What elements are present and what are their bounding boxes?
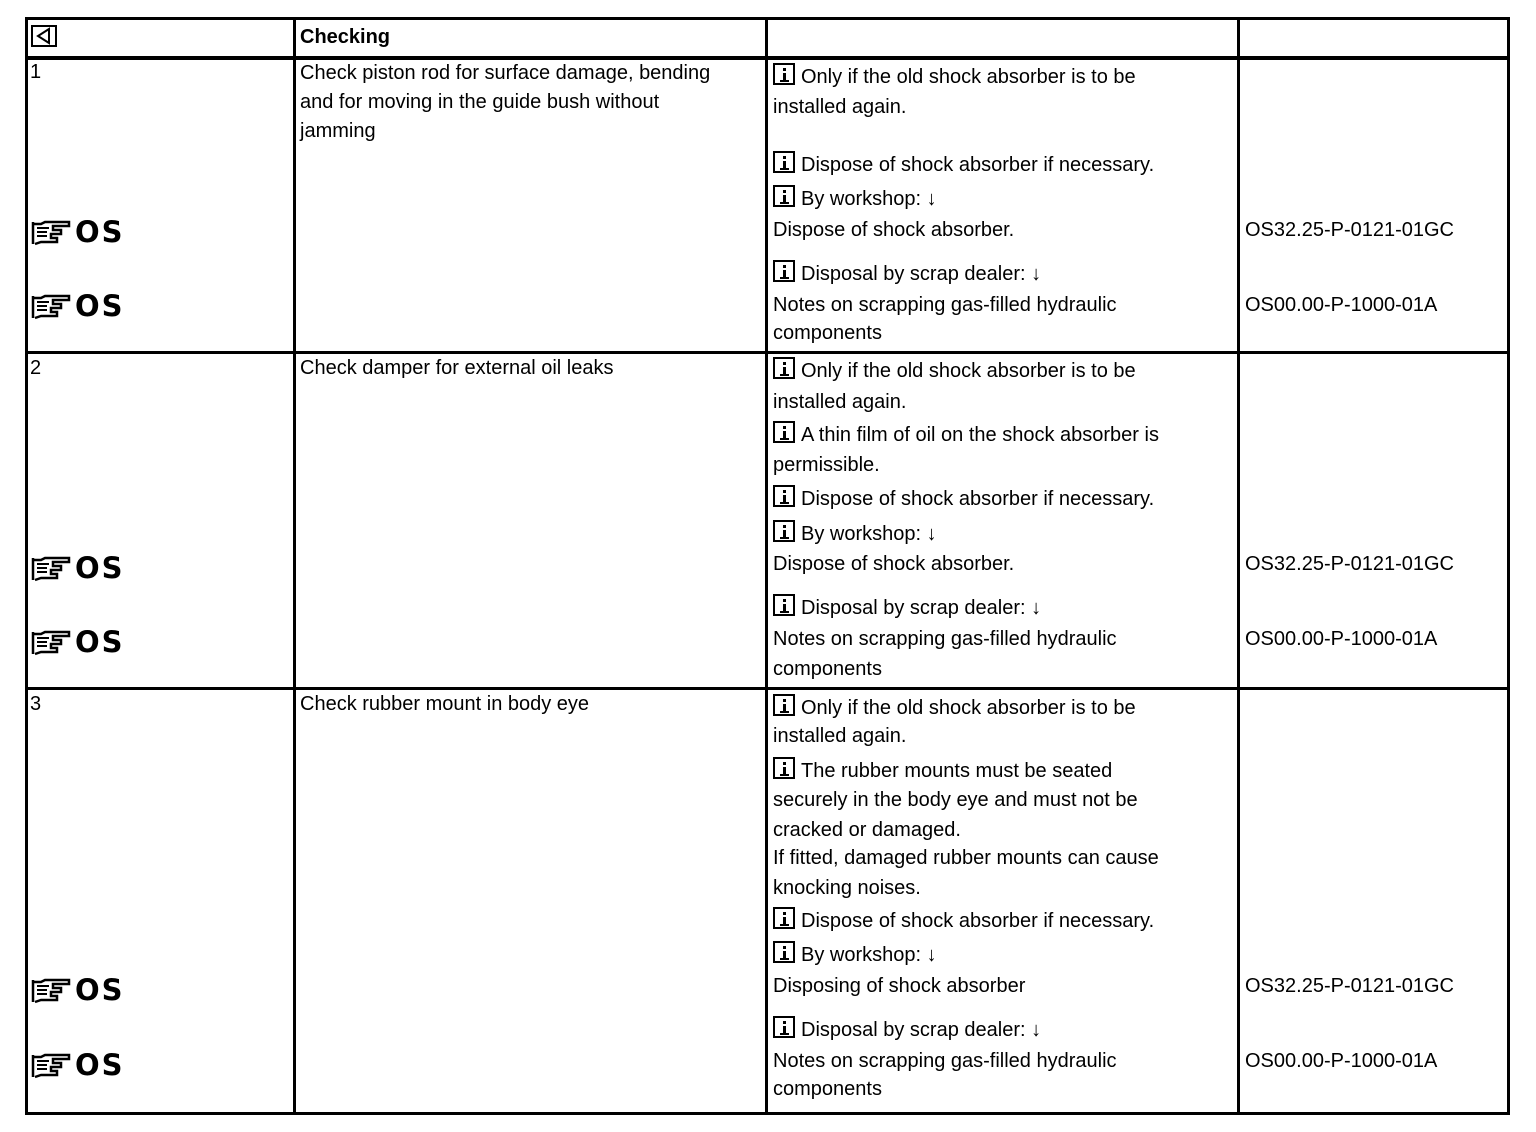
note-line: installed again. [773, 725, 907, 747]
note-line: knocking noises. [773, 877, 921, 899]
down-arrow-icon: ↓ [926, 523, 937, 545]
column-divider [293, 20, 296, 1112]
note-line: Disposal by scrap dealer: ↓ [773, 1016, 1041, 1045]
document-reference[interactable]: OS00.00-P-1000-01A [1245, 628, 1438, 650]
note-line: By workshop: ↓ [773, 185, 937, 214]
info-icon [773, 594, 795, 616]
section-title: Checking [300, 26, 391, 48]
down-arrow-icon: ↓ [1031, 1019, 1042, 1041]
info-icon [773, 757, 795, 779]
note-line: Notes on scrapping gas-filled hydraulic [773, 294, 1117, 316]
down-arrow-icon: ↓ [1031, 597, 1042, 619]
note-line: permissible. [773, 454, 880, 476]
note-line: Only if the old shock absorber is to be [773, 694, 1136, 723]
os-reference-link[interactable] [31, 291, 125, 321]
os-reference-label: OS [75, 551, 125, 585]
note-line: The rubber mounts must be seated [773, 757, 1112, 786]
pointing-hand-icon [31, 554, 73, 582]
document-reference[interactable]: OS32.25-P-0121-01GC [1245, 219, 1455, 241]
note-line: components [773, 322, 882, 344]
step-description-line: and for moving in the guide bush without [300, 91, 660, 113]
info-icon [773, 907, 795, 929]
note-line: securely in the body eye and must not be [773, 789, 1138, 811]
os-reference-label: OS [75, 1048, 125, 1082]
step-description-line: Check rubber mount in body eye [300, 693, 590, 715]
step-number: 3 [30, 693, 42, 715]
os-reference-label: OS [75, 289, 125, 323]
note-line: Dispose of shock absorber if necessary. [773, 907, 1154, 936]
note-line: By workshop: ↓ [773, 941, 937, 970]
os-reference-label: OS [75, 625, 125, 659]
info-icon [773, 260, 795, 282]
note-line: Dispose of shock absorber if necessary. [773, 485, 1154, 514]
down-arrow-icon: ↓ [926, 944, 937, 966]
pointing-hand-icon [31, 292, 73, 320]
note-line: A thin film of oil on the shock absorber is [773, 421, 1159, 450]
note-line: Disposal by scrap dealer: ↓ [773, 260, 1041, 289]
os-reference-label: OS [75, 973, 125, 1007]
note-line: Dispose of shock absorber if necessary. [773, 151, 1154, 180]
os-reference-link[interactable] [31, 627, 125, 657]
step-description-line: jamming [300, 120, 376, 142]
note-line: If fitted, damaged rubber mounts can cause [773, 847, 1159, 869]
info-icon [773, 421, 795, 443]
note-line: installed again. [773, 96, 907, 118]
os-reference-link[interactable] [31, 553, 125, 583]
document-reference[interactable]: OS32.25-P-0121-01GC [1245, 975, 1455, 997]
info-icon [773, 63, 795, 85]
note-line: Disposal by scrap dealer: ↓ [773, 594, 1041, 623]
note-line: Disposing of shock absorber [773, 975, 1026, 997]
document-reference[interactable]: OS32.25-P-0121-01GC [1245, 553, 1455, 575]
pointing-hand-icon [31, 218, 73, 246]
procedure-table [25, 17, 1510, 1115]
note-line: Only if the old shock absorber is to be [773, 63, 1136, 92]
note-line: Notes on scrapping gas-filled hydraulic [773, 628, 1117, 650]
back-triangle-icon[interactable] [31, 25, 57, 47]
info-icon [773, 357, 795, 379]
note-line: Dispose of shock absorber. [773, 553, 1015, 575]
note-line: Only if the old shock absorber is to be [773, 357, 1136, 386]
info-icon [773, 941, 795, 963]
os-reference-link[interactable] [31, 217, 125, 247]
pointing-hand-icon [31, 976, 73, 1004]
info-icon [773, 485, 795, 507]
note-line: Dispose of shock absorber. [773, 219, 1015, 241]
note-line: installed again. [773, 391, 907, 413]
note-line: cracked or damaged. [773, 819, 961, 841]
step-number: 1 [30, 61, 42, 83]
info-icon [773, 694, 795, 716]
info-icon [773, 1016, 795, 1038]
note-line: By workshop: ↓ [773, 520, 937, 549]
document-reference[interactable]: OS00.00-P-1000-01A [1245, 1050, 1438, 1072]
down-arrow-icon: ↓ [1031, 263, 1042, 285]
step-description-line: Check damper for external oil leaks [300, 357, 614, 379]
pointing-hand-icon [31, 628, 73, 656]
os-reference-link[interactable] [31, 1050, 125, 1080]
down-arrow-icon: ↓ [926, 188, 937, 210]
pointing-hand-icon [31, 1051, 73, 1079]
column-divider [765, 20, 768, 1112]
document-reference[interactable]: OS00.00-P-1000-01A [1245, 294, 1438, 316]
info-icon [773, 185, 795, 207]
note-line: Notes on scrapping gas-filled hydraulic [773, 1050, 1117, 1072]
column-divider [1237, 20, 1240, 1112]
step-number: 2 [30, 357, 42, 379]
note-line: components [773, 1078, 882, 1100]
info-icon [773, 520, 795, 542]
os-reference-link[interactable] [31, 975, 125, 1005]
note-line: components [773, 658, 882, 680]
step-description-line: Check piston rod for surface damage, bending [300, 62, 711, 84]
os-reference-label: OS [75, 215, 125, 249]
info-icon [773, 151, 795, 173]
